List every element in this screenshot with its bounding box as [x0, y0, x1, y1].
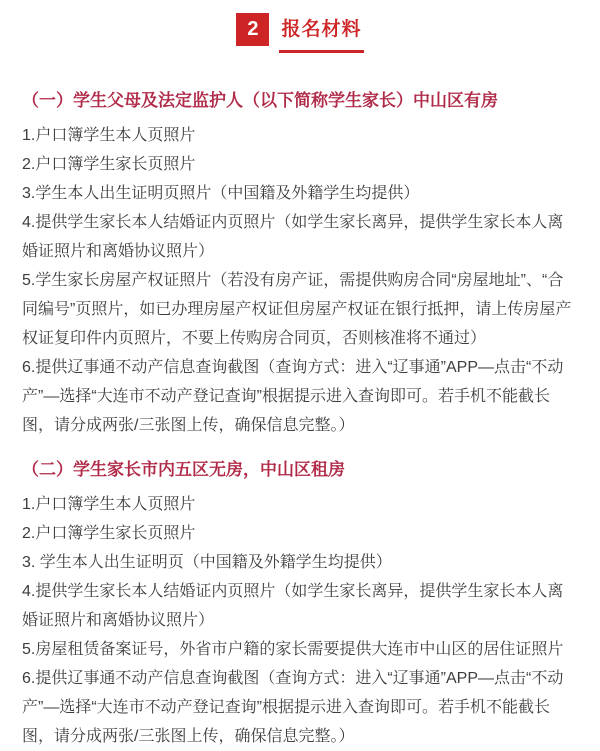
list-item: 1.户口簿学生本人页照片	[22, 496, 196, 513]
section-title-underline	[279, 13, 363, 53]
list-item: 4.提供学生家长本人结婚证内页照片（如学生家长离异，提供学生家长本人离婚证照片和离婚协议照片）	[22, 583, 564, 629]
list-item: 6.提供辽事通不动产信息查询截图（查询方式：进入“辽事通”APP—点击“不动产”—选择“大连市不动产登记查询”根据提示进入查询即可。若手机不能截长图，请分成两张/三张图上传，确保信息完整。）	[22, 359, 564, 434]
list-item: 3. 学生本人出生证明页（中国籍及外籍学生均提供）	[22, 554, 392, 571]
list-item: 6.提供辽事通不动产信息查询截图（查询方式：进入“辽事通”APP—点击“不动产”—选择“大连市不动产登记查询”根据提示进入查询即可。若手机不能截长图，请分成两张/三张图上传，确保信息完整。）	[22, 670, 564, 745]
content	[0, 89, 600, 751]
requirements-section-rented-housing	[22, 458, 578, 751]
list-item: 2.户口簿学生家长页照片	[22, 156, 196, 173]
section-heading: （二）学生家长市内五区无房，中山区租房	[22, 460, 345, 479]
section-number-badge: 2	[236, 13, 269, 46]
section-heading: （一）学生父母及法定监护人（以下简称学生家长）中山区有房	[22, 91, 498, 110]
page-title: 报名材料	[281, 19, 362, 40]
list-item: 4.提供学生家长本人结婚证内页照片（如学生家长离异，提供学生家长本人离婚证照片和离婚协议照片）	[22, 214, 564, 260]
list-item: 1.户口簿学生本人页照片	[22, 127, 196, 144]
list-item: 2.户口簿学生家长页照片	[22, 525, 196, 542]
list-item: 5.学生家长房屋产权证照片（若没有房产证，需提供购房合同“房屋地址”、“合同编号”页照片，如已办理房屋产权证但房屋产权证在银行抵押，请上传房屋产权证复印件内页照片，不要上传购房合同页，否则核准将不通过）	[22, 272, 572, 347]
section-header	[0, 0, 600, 53]
list-item: 5.房屋租赁备案证号，外省市户籍的家长需要提供大连市中山区的居住证照片	[22, 641, 564, 658]
list-item: 3.学生本人出生证明页照片（中国籍及外籍学生均提供）	[22, 185, 420, 202]
requirements-section-owned-housing	[22, 89, 578, 440]
